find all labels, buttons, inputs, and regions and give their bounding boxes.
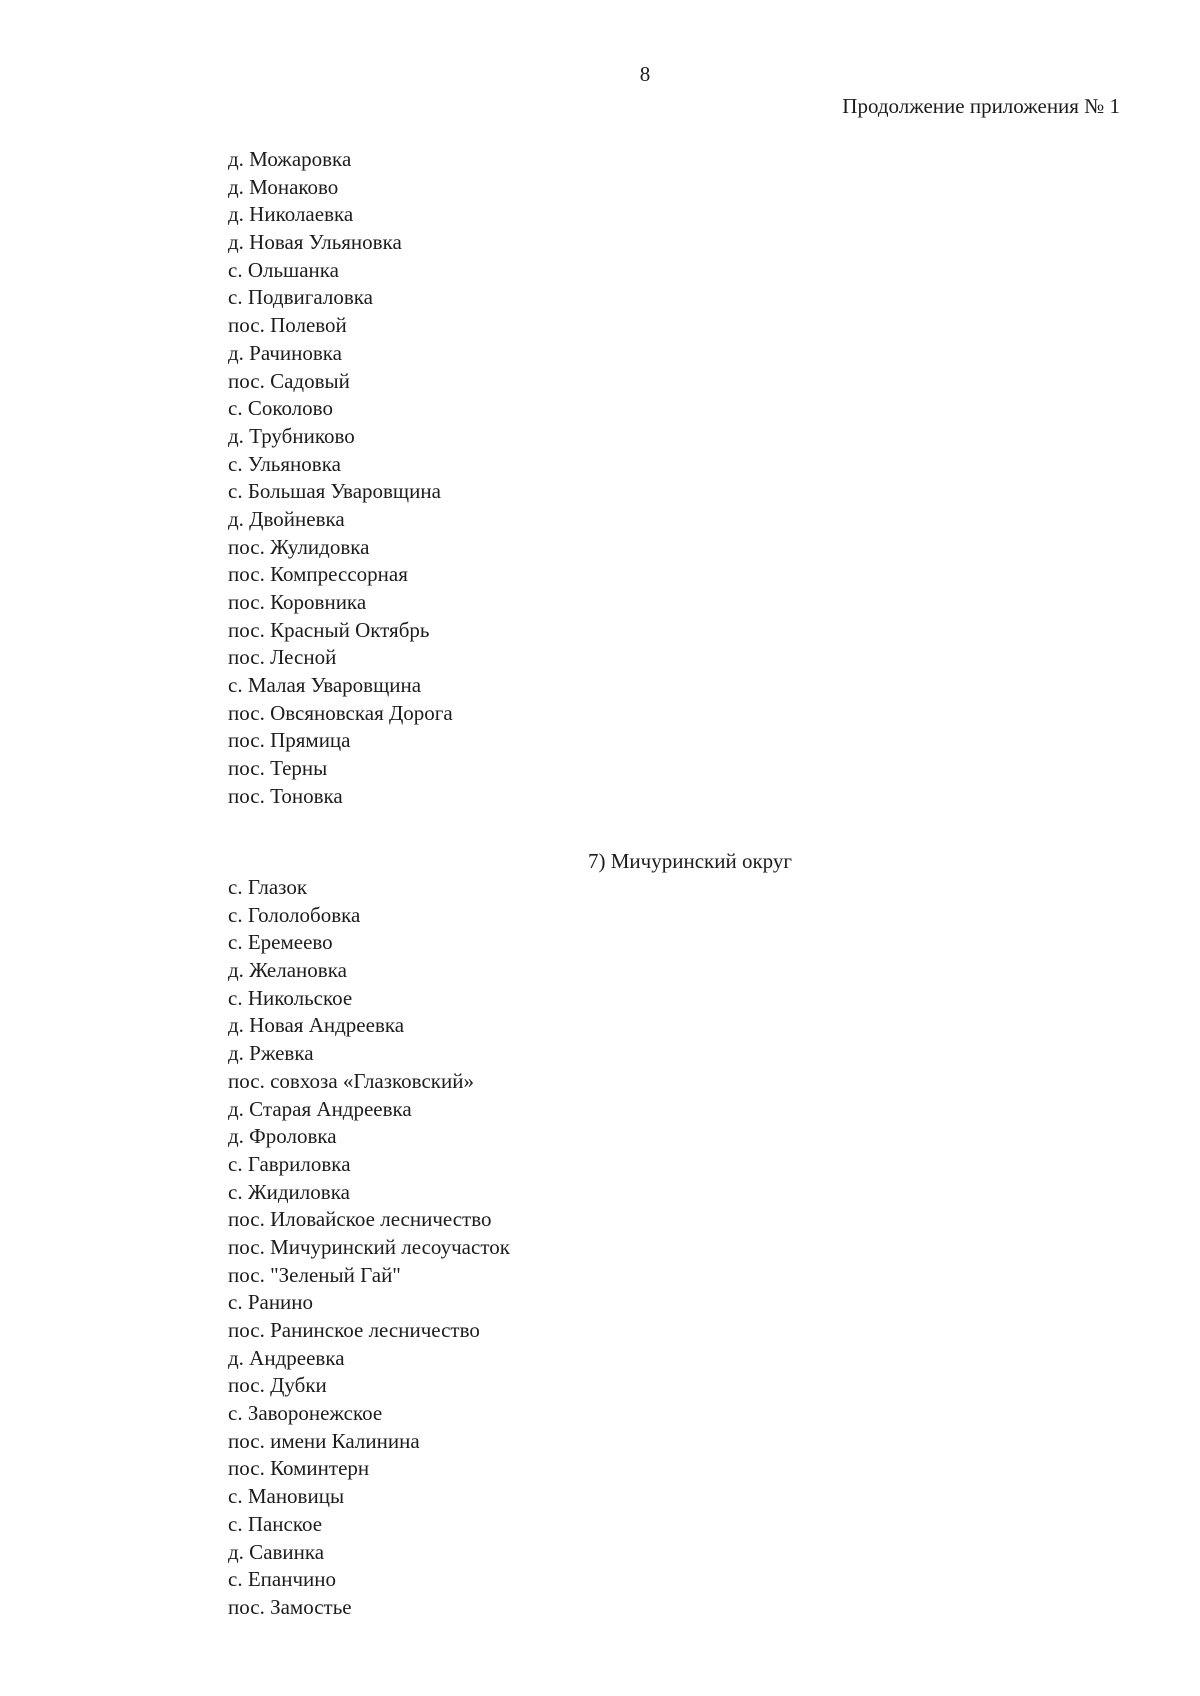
settlement-list-michurinsky [228,874,510,1622]
settlement-list-continued [228,146,453,811]
settlement-item: с. Жидиловка [228,1179,350,1204]
page-number: 8 [639,62,651,86]
settlement-item: с. Панское [228,1511,323,1536]
settlement-item: д. Савинка [228,1539,325,1564]
settlement-item: пос. Тоновка [228,783,343,808]
settlement-item: с. Заворонежское [228,1401,383,1426]
settlement-item: с. Гавриловка [228,1151,351,1176]
settlement-item: д. Новая Ульяновка [228,230,402,255]
settlement-item: пос. Компрессорная [228,562,408,587]
settlement-item: пос. Мичуринский лесоучасток [228,1234,510,1259]
settlement-item: пос. Коминтерн [228,1456,370,1481]
settlement-item: д. Трубниково [228,423,355,448]
settlement-item: д. Андреевка [228,1345,345,1370]
settlement-item: д. Ржевка [228,1041,314,1066]
continuation-header: Продолжение приложения № 1 [842,94,1120,118]
settlement-item: пос. имени Калинина [228,1428,420,1453]
settlement-item: д. Желановка [228,958,347,983]
settlement-item: с. Соколово [228,396,333,421]
settlement-item: пос. совхоза «Глазковский» [228,1068,474,1093]
settlement-item: д. Можаровка [228,147,352,171]
settlement-item: с. Никольское [228,985,353,1010]
settlement-item: д. Двойневка [228,506,345,531]
settlement-item: пос. Терны [228,756,328,781]
settlement-item: с. Мановицы [228,1484,345,1509]
settlement-item: пос. Овсяновская Дорога [228,700,453,725]
settlement-item: д. Рачиновка [228,340,343,365]
settlement-item: пос. Красный Октябрь [228,617,430,642]
settlement-item: д. Новая Андреевка [228,1013,405,1038]
settlement-item: с. Епанчино [228,1567,336,1592]
settlement-item: д. Старая Андреевка [228,1096,412,1121]
settlement-item: пос. Жулидовка [228,534,370,559]
settlement-item: с. Малая Уваровщина [228,673,422,698]
settlement-item: пос. Прямица [228,728,351,753]
settlement-item: с. Гололобовка [228,902,361,927]
settlement-item: с. Ульяновка [228,451,341,476]
settlement-item: с. Ольшанка [228,257,339,282]
settlement-item: с. Большая Уваровщина [228,479,441,504]
settlement-item: пос. Ранинское лесничество [228,1318,480,1342]
settlement-item: с. Ранино [228,1290,314,1315]
section-heading: 7) Мичуринский округ [588,849,792,873]
settlement-item: д. Фроловка [228,1124,337,1149]
settlement-item: пос. Полевой [228,313,347,338]
settlement-item: пос. "Зеленый Гай" [228,1262,401,1287]
settlement-item: пос. Иловайское лесничество [228,1207,492,1232]
settlement-item: пос. Коровника [228,590,367,614]
settlement-item: с. Еремеево [228,930,333,955]
settlement-item: д. Николаевка [228,202,354,227]
settlement-item: пос. Садовый [228,368,350,393]
settlement-item: д. Монаково [228,174,339,199]
settlement-item: пос. Дубки [228,1373,327,1398]
settlement-item: с. Подвигаловка [228,285,373,310]
settlement-item: с. Глазок [228,875,308,899]
settlement-item: пос. Лесной [228,645,337,670]
settlement-item: пос. Замостье [228,1594,352,1619]
